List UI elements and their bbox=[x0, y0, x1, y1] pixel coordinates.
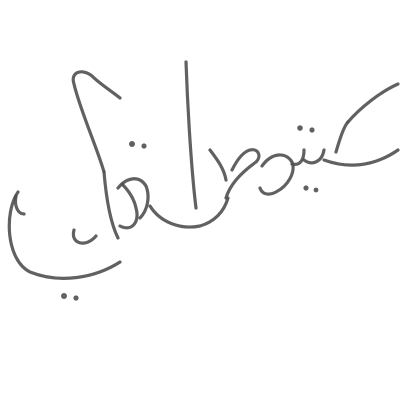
handwriting-text bbox=[0, 400, 1, 401]
word-ala bbox=[150, 62, 259, 227]
word-tarkib bbox=[9, 72, 148, 301]
word-sakina bbox=[260, 84, 398, 194]
